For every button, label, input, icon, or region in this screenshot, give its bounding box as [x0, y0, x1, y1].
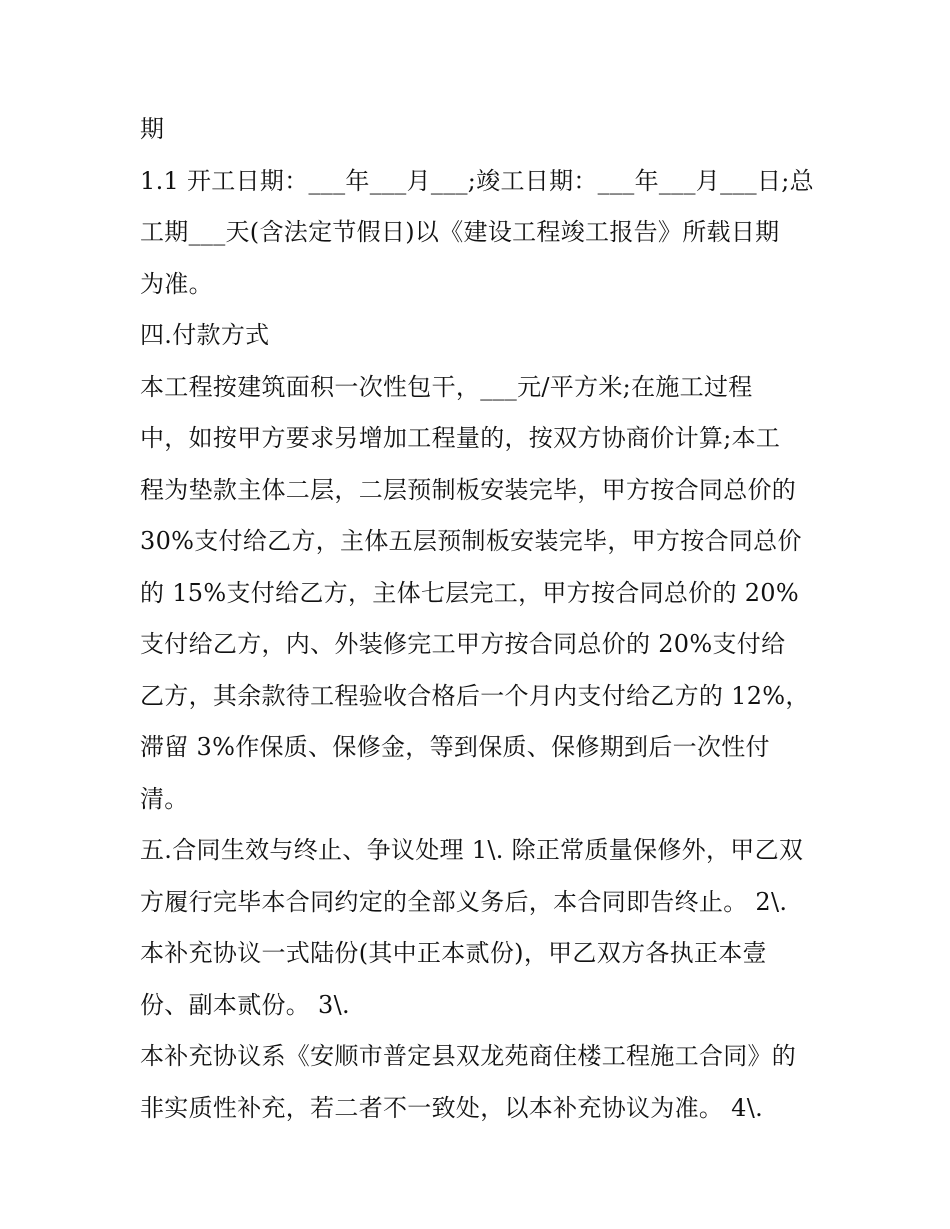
text-line: 乙方，其余款待工程验收合格后一个月内支付给乙方的 12%， [140, 681, 810, 710]
document-body [140, 104, 820, 1134]
text-line: 程为垫款主体二层，二层预制板安装完毕，甲方按合同总价的 [140, 475, 797, 504]
text-line: 本补充协议系《安顺市普定县双龙苑商住楼工程施工合同》的 [140, 1042, 797, 1070]
text-line: 30%支付给乙方，主体五层预制板安装完毕，甲方按合同总价 [140, 527, 802, 555]
text-line: 本工程按建筑面积一次性包干，___元/平方米;在施工过程 [140, 372, 753, 401]
section-heading: 五.合同生效与终止、争议处理 1\. 除正常质量保修外，甲乙双 [140, 836, 804, 864]
text-line: 中，如按甲方要求另增加工程量的，按双方协商价计算;本工 [140, 424, 781, 452]
section-heading: 四.付款方式 [140, 321, 270, 349]
text-line: 本补充协议一式陆份(其中正本贰份)，甲乙双方各执正本壹 [140, 939, 767, 967]
text-line: 滞留 3%作保质、保修金，等到保质、保修期到后一次性付 [140, 733, 770, 761]
text-line: 的 15%支付给乙方，主体七层完工，甲方按合同总价的 20% [140, 578, 799, 607]
text-line: 1.1 开工日期：___年___月___;竣工日期：___年___月___日;总 [140, 166, 814, 195]
text-line: 期 [140, 115, 165, 143]
text-line: 份、副本贰份。 3\. [140, 990, 350, 1019]
text-line: 清。 [140, 784, 189, 813]
text-line: 支付给乙方，内、外装修完工甲方按合同总价的 20%支付给 [140, 630, 786, 658]
text-line: 方履行完毕本合同约定的全部义务后，本合同即告终止。 2\. [140, 887, 788, 916]
text-line: 为准。 [140, 269, 213, 298]
text-line: 工期___天(含法定节假日)以《建设工程竣工报告》所载日期 [140, 218, 780, 246]
text-line: 非实质性补充，若二者不一致处，以本补充协议为准。 4\. [140, 1093, 764, 1122]
